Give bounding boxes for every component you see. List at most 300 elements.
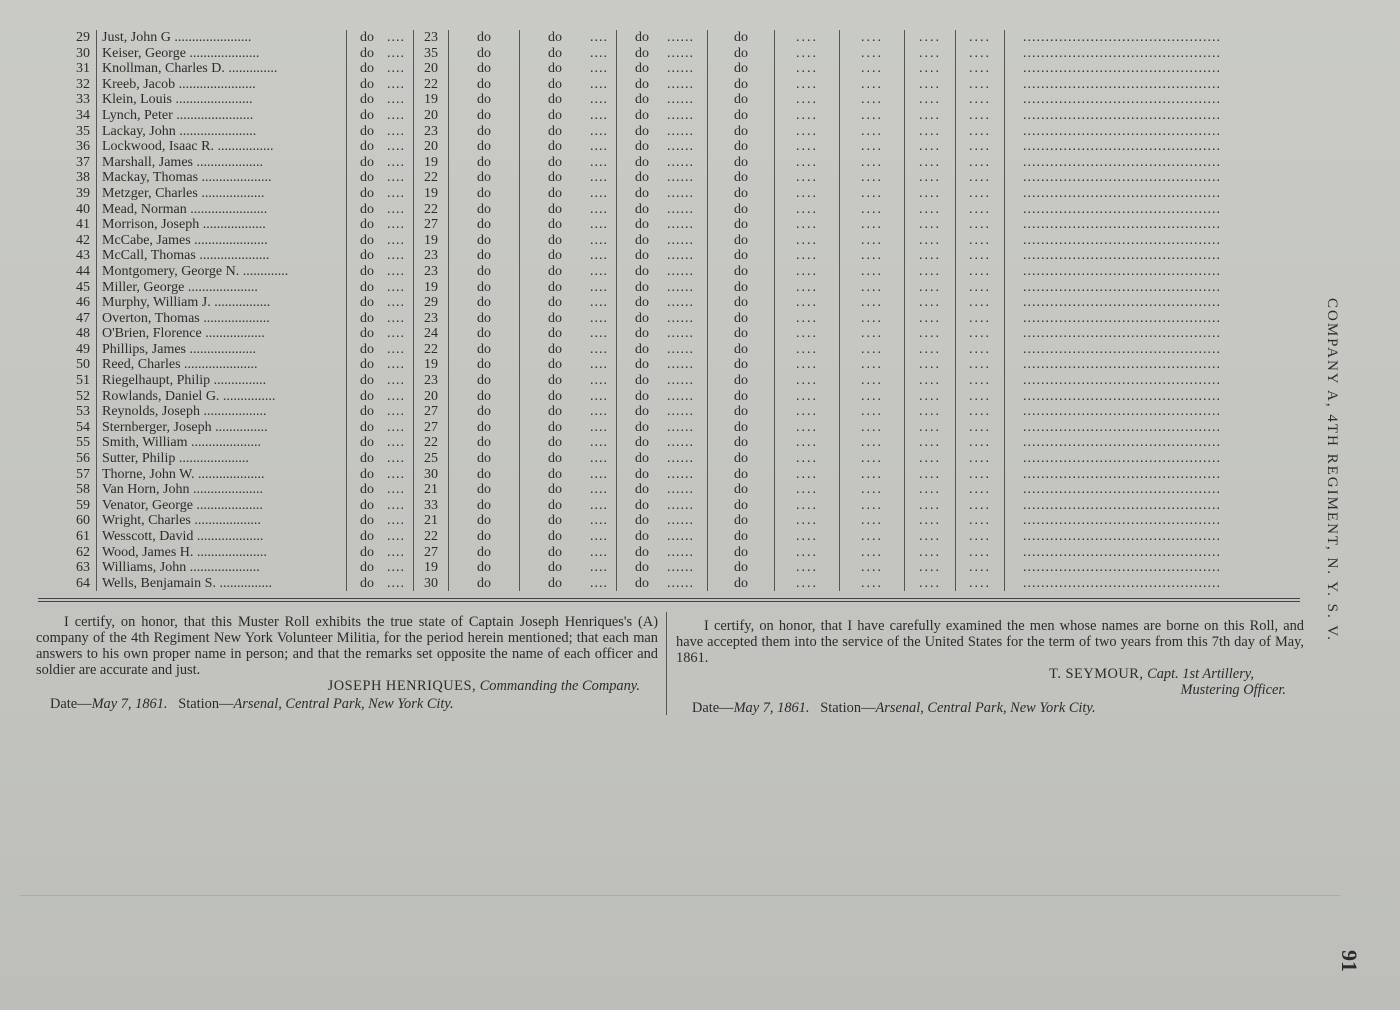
blank-dots: .... xyxy=(905,420,956,436)
blank-dots: .... xyxy=(956,545,1005,561)
blank-dots: .... xyxy=(840,46,905,62)
ditto-mark: do xyxy=(449,77,520,93)
ditto-mark: do xyxy=(360,217,374,233)
ditto-mark: do xyxy=(635,560,649,576)
blank-dots: .... xyxy=(956,202,1005,218)
soldier-name: Kreeb, Jacob ...................... xyxy=(97,77,347,93)
certification-divider xyxy=(666,612,667,715)
leader-dots: ...... xyxy=(667,280,708,296)
age: 23 xyxy=(414,373,449,389)
ditto-mark: do xyxy=(708,77,775,93)
ditto-mark: do xyxy=(635,201,649,217)
ditto-mark: do xyxy=(548,76,562,92)
age: 19 xyxy=(414,92,449,108)
age: 27 xyxy=(414,545,449,561)
blank-dots: .... xyxy=(775,451,840,467)
soldier-name: Metzger, Charles .................. xyxy=(97,186,347,202)
row-number: 39 xyxy=(76,185,90,201)
blank-dots: .... xyxy=(905,108,956,124)
age: 23 xyxy=(414,264,449,280)
leader-dots: .... xyxy=(590,46,617,62)
leader-dots: .... xyxy=(387,373,405,389)
remarks-dots: ............................................ xyxy=(1023,232,1221,248)
ditto-mark: do xyxy=(360,248,374,264)
row-number: 52 xyxy=(76,388,90,404)
ditto-mark: do xyxy=(708,92,775,108)
blank-dots: .... xyxy=(840,467,905,483)
leader-dots: ...... xyxy=(667,46,708,62)
ditto-mark: do xyxy=(360,435,374,451)
ditto-mark: do xyxy=(548,482,562,498)
leader-dots: .... xyxy=(590,139,617,155)
leader-dots: .... xyxy=(387,217,405,233)
leader-dots: .... xyxy=(590,560,617,576)
ditto-mark: do xyxy=(708,576,775,592)
soldier-name: Lackay, John ...................... xyxy=(97,124,347,140)
ditto-mark: do xyxy=(449,264,520,280)
table-row xyxy=(40,404,1293,420)
age: 27 xyxy=(414,420,449,436)
ditto-mark: do xyxy=(635,451,649,467)
ditto-mark: do xyxy=(548,232,562,248)
soldier-name: Murphy, William J. ................ xyxy=(97,295,347,311)
remarks-dots: ............................................ xyxy=(1023,45,1221,61)
age: 27 xyxy=(414,404,449,420)
blank-dots: .... xyxy=(775,404,840,420)
leader-dots: .... xyxy=(590,248,617,264)
age: 23 xyxy=(414,124,449,140)
remarks-dots: ............................................ xyxy=(1023,466,1221,482)
age: 19 xyxy=(414,357,449,373)
blank-dots: .... xyxy=(956,576,1005,592)
remarks-dots: ............................................ xyxy=(1023,201,1221,217)
blank-dots: .... xyxy=(840,498,905,514)
blank-dots: .... xyxy=(905,92,956,108)
age: 20 xyxy=(414,61,449,77)
row-number: 54 xyxy=(76,419,90,435)
soldier-name: McCall, Thomas .................... xyxy=(97,248,347,264)
ditto-mark: do xyxy=(548,217,562,233)
ditto-mark: do xyxy=(449,217,520,233)
ditto-mark: do xyxy=(449,108,520,124)
blank-dots: .... xyxy=(905,326,956,342)
soldier-name: Sutter, Philip .................... xyxy=(97,451,347,467)
row-number: 34 xyxy=(76,107,90,123)
ditto-mark: do xyxy=(360,544,374,560)
remarks-dots: ............................................ xyxy=(1023,170,1221,186)
blank-dots: .... xyxy=(840,576,905,592)
ditto-mark: do xyxy=(548,45,562,61)
ditto-mark: do xyxy=(708,186,775,202)
leader-dots: ...... xyxy=(667,498,708,514)
ditto-mark: do xyxy=(635,310,649,326)
ditto-mark: do xyxy=(708,170,775,186)
leader-dots: ...... xyxy=(667,202,708,218)
blank-dots: .... xyxy=(956,264,1005,280)
ditto-mark: do xyxy=(360,341,374,357)
row-number: 30 xyxy=(76,45,90,61)
ditto-mark: do xyxy=(708,326,775,342)
blank-dots: .... xyxy=(905,295,956,311)
leader-dots: .... xyxy=(387,326,405,342)
ditto-mark: do xyxy=(708,264,775,280)
leader-dots: .... xyxy=(387,61,405,77)
blank-dots: .... xyxy=(840,326,905,342)
table-row xyxy=(40,373,1293,389)
table-row xyxy=(40,92,1293,108)
blank-dots: .... xyxy=(775,46,840,62)
blank-dots: .... xyxy=(905,61,956,77)
blank-dots: .... xyxy=(775,435,840,451)
blank-dots: .... xyxy=(905,248,956,264)
blank-dots: .... xyxy=(956,389,1005,405)
ditto-mark: do xyxy=(708,46,775,62)
date-value-left: May 7, 1861. xyxy=(91,696,168,712)
blank-dots: .... xyxy=(840,92,905,108)
ditto-mark: do xyxy=(708,342,775,358)
leader-dots: .... xyxy=(590,342,617,358)
blank-dots: .... xyxy=(956,233,1005,249)
row-number: 36 xyxy=(76,139,90,155)
table-row xyxy=(40,545,1293,561)
remarks-dots: ............................................ xyxy=(1023,326,1221,342)
remarks-dots: ............................................ xyxy=(1023,310,1221,326)
blank-dots: .... xyxy=(956,124,1005,140)
leader-dots: .... xyxy=(590,233,617,249)
date-value-right: May 7, 1861. xyxy=(733,700,810,716)
row-number: 61 xyxy=(76,529,90,544)
remarks-dots: ............................................ xyxy=(1023,451,1221,467)
ditto-mark: do xyxy=(708,217,775,233)
ditto-mark: do xyxy=(360,154,374,170)
ditto-mark: do xyxy=(708,373,775,389)
ditto-mark: do xyxy=(708,357,775,373)
blank-dots: .... xyxy=(956,217,1005,233)
ditto-mark: do xyxy=(449,30,520,46)
ditto-mark: do xyxy=(708,420,775,436)
blank-dots: .... xyxy=(840,435,905,451)
blank-dots: .... xyxy=(956,451,1005,467)
ditto-mark: do xyxy=(360,451,374,467)
ditto-mark: do xyxy=(635,513,649,529)
leader-dots: .... xyxy=(387,185,405,201)
ditto-mark: do xyxy=(548,357,562,373)
blank-dots: .... xyxy=(775,202,840,218)
blank-dots: .... xyxy=(956,342,1005,358)
leader-dots: .... xyxy=(387,529,405,544)
ditto-mark: do xyxy=(708,529,775,545)
ditto-mark: do xyxy=(635,232,649,248)
soldier-name: Wright, Charles ................... xyxy=(97,513,347,529)
leader-dots: .... xyxy=(387,513,405,529)
leader-dots: ...... xyxy=(667,342,708,358)
row-number: 42 xyxy=(76,232,90,248)
remarks-dots: ............................................ xyxy=(1023,154,1221,170)
double-rule-top xyxy=(38,598,1300,599)
ditto-mark: do xyxy=(635,544,649,560)
ditto-mark: do xyxy=(449,124,520,140)
ditto-mark: do xyxy=(708,124,775,140)
table-row xyxy=(40,357,1293,373)
leader-dots: .... xyxy=(387,201,405,217)
soldier-name: Wells, Benjamain S. ............... xyxy=(97,576,347,592)
leader-dots: ...... xyxy=(667,77,708,93)
blank-dots: .... xyxy=(840,389,905,405)
row-number: 58 xyxy=(76,482,90,498)
ditto-mark: do xyxy=(548,201,562,217)
ditto-mark: do xyxy=(360,45,374,61)
ditto-mark: do xyxy=(635,497,649,513)
blank-dots: .... xyxy=(775,357,840,373)
age: 33 xyxy=(414,498,449,514)
remarks-dots: ............................................ xyxy=(1023,217,1221,233)
blank-dots: .... xyxy=(775,233,840,249)
leader-dots: ...... xyxy=(667,420,708,436)
remarks-dots: ............................................ xyxy=(1023,123,1221,139)
age: 23 xyxy=(414,311,449,327)
blank-dots: .... xyxy=(840,280,905,296)
leader-dots: .... xyxy=(590,186,617,202)
blank-dots: .... xyxy=(905,311,956,327)
soldier-name: Sternberger, Joseph ............... xyxy=(97,420,347,436)
age: 35 xyxy=(414,46,449,62)
leader-dots: ...... xyxy=(667,124,708,140)
blank-dots: .... xyxy=(905,342,956,358)
blank-dots: .... xyxy=(775,155,840,171)
age: 20 xyxy=(414,139,449,155)
soldier-name: Montgomery, George N. ............. xyxy=(97,264,347,280)
blank-dots: .... xyxy=(840,139,905,155)
row-number: 50 xyxy=(76,357,90,373)
age: 21 xyxy=(414,513,449,529)
soldier-name: Riegelhaupt, Philip ............... xyxy=(97,373,347,389)
blank-dots: .... xyxy=(775,30,840,46)
date-station-left xyxy=(36,696,658,712)
ditto-mark: do xyxy=(449,186,520,202)
ditto-mark: do xyxy=(548,419,562,435)
leader-dots: .... xyxy=(387,170,405,186)
ditto-mark: do xyxy=(360,419,374,435)
leader-dots: .... xyxy=(590,451,617,467)
remarks-dots: ............................................ xyxy=(1023,575,1221,591)
blank-dots: .... xyxy=(775,482,840,498)
blank-dots: .... xyxy=(905,30,956,46)
table-row xyxy=(40,217,1293,233)
soldier-name: Wood, James H. .................... xyxy=(97,545,347,561)
age: 25 xyxy=(414,451,449,467)
leader-dots: .... xyxy=(387,544,405,560)
row-number: 41 xyxy=(76,217,90,233)
ditto-mark: do xyxy=(548,388,562,404)
age: 30 xyxy=(414,467,449,483)
soldier-name: Klein, Louis ...................... xyxy=(97,92,347,108)
ditto-mark: do xyxy=(449,513,520,529)
blank-dots: .... xyxy=(905,435,956,451)
blank-dots: .... xyxy=(775,311,840,327)
ditto-mark: do xyxy=(360,373,374,389)
ditto-mark: do xyxy=(635,279,649,295)
row-number: 38 xyxy=(76,170,90,186)
leader-dots: .... xyxy=(387,263,405,279)
soldier-name: Van Horn, John .................... xyxy=(97,482,347,498)
leader-dots: .... xyxy=(590,404,617,420)
blank-dots: .... xyxy=(956,108,1005,124)
leader-dots: ...... xyxy=(667,545,708,561)
leader-dots: ...... xyxy=(667,264,708,280)
ditto-mark: do xyxy=(548,61,562,77)
soldier-name: Smith, William .................... xyxy=(97,435,347,451)
blank-dots: .... xyxy=(840,529,905,545)
remarks-dots: ............................................ xyxy=(1023,404,1221,420)
ditto-mark: do xyxy=(635,404,649,420)
leader-dots: .... xyxy=(590,545,617,561)
blank-dots: .... xyxy=(775,560,840,576)
company-commander-certification xyxy=(36,614,658,712)
blank-dots: .... xyxy=(905,77,956,93)
officer-name: T. SEYMOUR, xyxy=(1049,666,1144,682)
table-row xyxy=(40,420,1293,436)
blank-dots: .... xyxy=(905,186,956,202)
blank-dots: .... xyxy=(840,295,905,311)
ditto-mark: do xyxy=(449,92,520,108)
leader-dots: .... xyxy=(590,264,617,280)
ditto-mark: do xyxy=(449,233,520,249)
blank-dots: .... xyxy=(840,30,905,46)
ditto-mark: do xyxy=(548,30,562,45)
ditto-mark: do xyxy=(449,482,520,498)
blank-dots: .... xyxy=(956,155,1005,171)
ditto-mark: do xyxy=(548,107,562,123)
age: 22 xyxy=(414,202,449,218)
row-number: 49 xyxy=(76,341,90,357)
ditto-mark: do xyxy=(635,76,649,92)
blank-dots: .... xyxy=(905,513,956,529)
age: 21 xyxy=(414,482,449,498)
blank-dots: .... xyxy=(905,545,956,561)
leader-dots: .... xyxy=(387,107,405,123)
blank-dots: .... xyxy=(840,545,905,561)
ditto-mark: do xyxy=(635,123,649,139)
age: 23 xyxy=(414,248,449,264)
blank-dots: .... xyxy=(905,498,956,514)
table-row xyxy=(40,186,1293,202)
blank-dots: .... xyxy=(905,139,956,155)
leader-dots: .... xyxy=(387,248,405,264)
ditto-mark: do xyxy=(548,404,562,420)
ditto-mark: do xyxy=(449,311,520,327)
table-row xyxy=(40,560,1293,576)
ditto-mark: do xyxy=(360,279,374,295)
row-number: 64 xyxy=(76,575,90,591)
ditto-mark: do xyxy=(635,107,649,123)
blank-dots: .... xyxy=(956,61,1005,77)
ditto-mark: do xyxy=(360,30,374,45)
remarks-dots: ............................................ xyxy=(1023,185,1221,201)
ditto-mark: do xyxy=(449,420,520,436)
soldier-name: Morrison, Joseph .................. xyxy=(97,217,347,233)
row-number: 60 xyxy=(76,513,90,529)
ditto-mark: do xyxy=(548,497,562,513)
blank-dots: .... xyxy=(840,186,905,202)
blank-dots: .... xyxy=(840,404,905,420)
officer-title-2: Mustering Officer. xyxy=(1180,682,1286,698)
ditto-mark: do xyxy=(548,310,562,326)
leader-dots: ...... xyxy=(667,311,708,327)
age: 22 xyxy=(414,77,449,93)
leader-dots: .... xyxy=(387,451,405,467)
table-row xyxy=(40,482,1293,498)
bleed-through-rule xyxy=(20,895,1340,896)
ditto-mark: do xyxy=(360,404,374,420)
table-row xyxy=(40,529,1293,545)
ditto-mark: do xyxy=(708,482,775,498)
ditto-mark: do xyxy=(449,139,520,155)
ditto-mark: do xyxy=(635,388,649,404)
leader-dots: .... xyxy=(590,389,617,405)
leader-dots: ...... xyxy=(667,217,708,233)
leader-dots: ...... xyxy=(667,482,708,498)
blank-dots: .... xyxy=(905,46,956,62)
table-row xyxy=(40,139,1293,155)
ditto-mark: do xyxy=(635,466,649,482)
leader-dots: .... xyxy=(590,467,617,483)
blank-dots: .... xyxy=(775,186,840,202)
remarks-dots: ............................................ xyxy=(1023,341,1221,357)
soldier-name: Keiser, George .................... xyxy=(97,46,347,62)
ditto-mark: do xyxy=(635,170,649,186)
blank-dots: .... xyxy=(775,170,840,186)
ditto-mark: do xyxy=(708,560,775,576)
leader-dots: .... xyxy=(387,560,405,576)
blank-dots: .... xyxy=(905,233,956,249)
ditto-mark: do xyxy=(635,419,649,435)
remarks-dots: ............................................ xyxy=(1023,419,1221,435)
leader-dots: ...... xyxy=(667,108,708,124)
ditto-mark: do xyxy=(635,357,649,373)
blank-dots: .... xyxy=(956,357,1005,373)
ditto-mark: do xyxy=(708,404,775,420)
ditto-mark: do xyxy=(360,466,374,482)
blank-dots: .... xyxy=(956,295,1005,311)
blank-dots: .... xyxy=(840,77,905,93)
ditto-mark: do xyxy=(449,357,520,373)
certification-text-right: I certify, on honor, that I have carefully examined the men whose names are borne on this Roll, and have accepted them into the service of the United States for the term of two years from this 7th day of May, 1861. xyxy=(676,618,1304,666)
row-number: 62 xyxy=(76,544,90,560)
row-number: 53 xyxy=(76,404,90,420)
blank-dots: .... xyxy=(905,155,956,171)
remarks-dots: ............................................ xyxy=(1023,76,1221,92)
leader-dots: .... xyxy=(590,529,617,545)
blank-dots: .... xyxy=(840,482,905,498)
ditto-mark: do xyxy=(635,217,649,233)
ditto-mark: do xyxy=(449,560,520,576)
row-number: 33 xyxy=(76,92,90,108)
leader-dots: ...... xyxy=(667,248,708,264)
ditto-mark: do xyxy=(548,435,562,451)
ditto-mark: do xyxy=(449,342,520,358)
blank-dots: .... xyxy=(956,170,1005,186)
ditto-mark: do xyxy=(449,467,520,483)
ditto-mark: do xyxy=(548,185,562,201)
remarks-dots: ............................................ xyxy=(1023,263,1221,279)
row-number: 57 xyxy=(76,466,90,482)
soldier-name: Reynolds, Joseph .................. xyxy=(97,404,347,420)
blank-dots: .... xyxy=(775,513,840,529)
leader-dots: .... xyxy=(590,30,617,46)
table-row xyxy=(40,280,1293,296)
ditto-mark: do xyxy=(449,202,520,218)
age: 30 xyxy=(414,576,449,592)
